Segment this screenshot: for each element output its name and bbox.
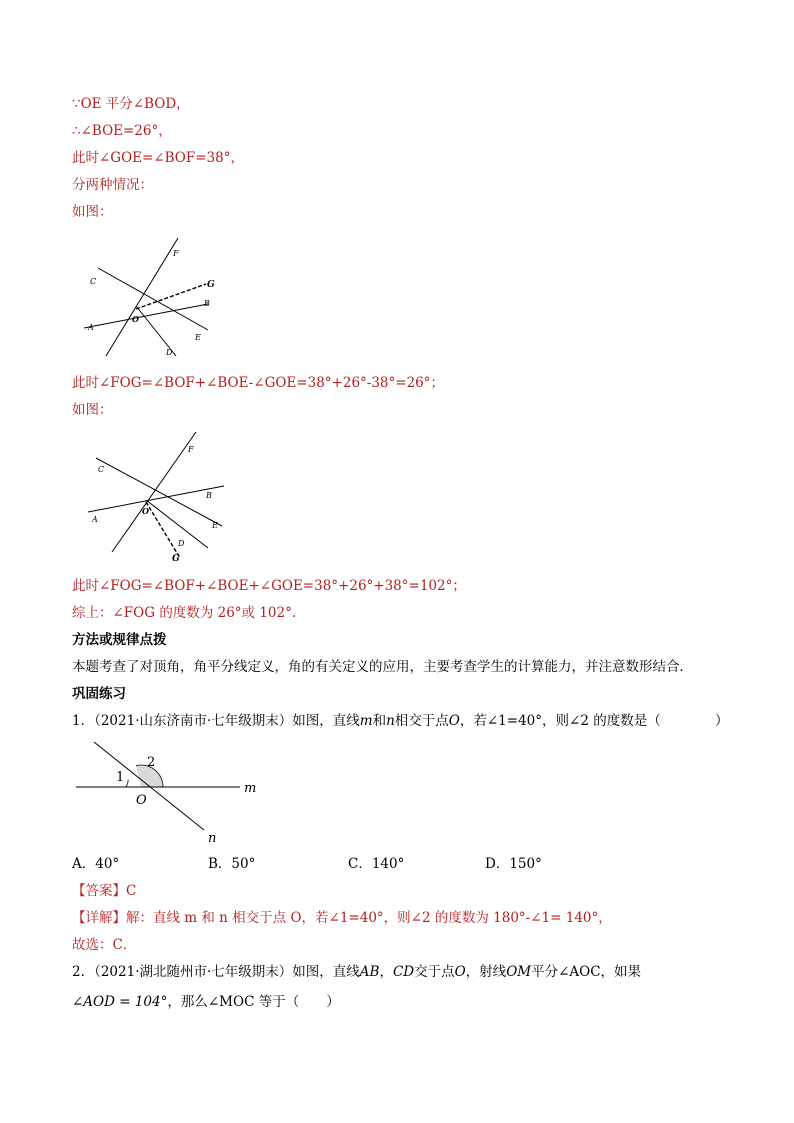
question-2-stem-cont bbox=[72, 993, 340, 1011]
line-OD bbox=[146, 500, 208, 548]
q1-var-m: m bbox=[359, 713, 373, 729]
q1-answer-value: C bbox=[126, 883, 137, 899]
label-n: n bbox=[208, 831, 217, 846]
line-DF bbox=[106, 238, 178, 356]
q1-option-b[interactable]: B．50° bbox=[208, 856, 256, 872]
q2-stem-e: ∠AOD = 104° bbox=[72, 994, 168, 1010]
method-text: 本题考查了对顶角，角平分线定义，角的有关定义的应用，主要考查学生的计算能力，并注意数形结合． bbox=[72, 659, 693, 675]
fig1-label-D: D bbox=[166, 348, 173, 357]
line-AB bbox=[84, 304, 208, 328]
q1-detail bbox=[72, 909, 612, 927]
fig1-label-E: E bbox=[195, 333, 201, 342]
q1-paren-close: ） bbox=[715, 713, 729, 729]
q1-option-a[interactable]: A．40° bbox=[72, 856, 120, 872]
solution-line-4: 分两种情况： bbox=[72, 177, 153, 193]
fig1-label-O: O bbox=[132, 314, 139, 324]
q2-stem-d: 平分∠AOC，如果 bbox=[531, 964, 642, 980]
q2-var-OM: OM bbox=[506, 964, 532, 980]
q1-detail-text: 解：直线 m 和 n 相交于点 O，若∠1=40°，则∠2 的度数为 180°-∠1= 140°， bbox=[126, 910, 612, 926]
q1-conclusion: 故选：C． bbox=[72, 937, 137, 953]
q1-stem-c: ，若∠1=40°，则∠2 的度数是（ bbox=[459, 713, 661, 729]
fig2-label-D: D bbox=[178, 539, 185, 548]
fig2-label-B: B bbox=[206, 491, 212, 500]
angle-1-arc bbox=[126, 780, 128, 787]
q1-answer-tag: 【答案】 bbox=[72, 883, 126, 899]
solution-line-6: 此时∠FOG=∠BOF+∠BOE-∠GOE=38°+26°-38°=26°； bbox=[72, 375, 445, 391]
q2-stem-b: 交于点 bbox=[414, 964, 455, 980]
solution-line-3: 此时∠GOE=∠BOF=38°， bbox=[72, 150, 244, 166]
solution-line-2: ∴∠BOE=26°， bbox=[72, 123, 172, 139]
figure-intersecting-lines bbox=[72, 738, 272, 848]
q1-var-n: n bbox=[386, 713, 395, 729]
q1-stem-b: 相交于点 bbox=[394, 713, 449, 729]
q2-var-O: O bbox=[454, 964, 466, 980]
question-2-stem bbox=[72, 963, 641, 981]
q2-stem-a: 2．（2021·湖北随州市·七年级期末）如图，直线 bbox=[72, 964, 360, 980]
fig2-label-E: E bbox=[212, 521, 218, 530]
method-heading: 方法或规律点拨 bbox=[72, 632, 167, 648]
figure-angles-case-1 bbox=[78, 232, 228, 364]
fig2-label-C: C bbox=[98, 465, 105, 474]
fig1-label-A: A bbox=[88, 323, 94, 332]
line-DF bbox=[112, 432, 196, 552]
q1-option-d[interactable]: D．150° bbox=[485, 856, 542, 872]
fig1-label-F: F bbox=[173, 249, 179, 258]
q2-stem-f: ，那么∠MOC 等于（ ） bbox=[167, 994, 340, 1010]
q2-var-CD: CD bbox=[392, 964, 415, 980]
q2-sep: ， bbox=[379, 964, 393, 980]
q1-var-O: O bbox=[448, 713, 460, 729]
ray-OG-dashed bbox=[146, 502, 180, 558]
q1-and: 和 bbox=[372, 713, 387, 729]
q1-detail-tag: 【详解】 bbox=[72, 910, 126, 926]
fig1-label-B: B bbox=[204, 299, 210, 308]
fig2-label-O: O bbox=[142, 506, 149, 516]
practice-heading: 巩固练习 bbox=[72, 686, 126, 702]
solution-line-1: ∵OE 平分∠BOD， bbox=[72, 96, 190, 112]
ray-OG-dashed bbox=[136, 284, 206, 309]
q1-answer bbox=[72, 882, 136, 900]
question-1-stem bbox=[72, 712, 661, 730]
figure-angles-case-2 bbox=[78, 428, 238, 568]
line-OE bbox=[96, 458, 222, 526]
q1-options bbox=[72, 855, 672, 873]
solution-line-5: 如图： bbox=[72, 204, 113, 220]
solution-line-7: 如图： bbox=[72, 402, 113, 418]
q2-stem-c: ，射线 bbox=[465, 964, 507, 980]
solution-line-8: 此时∠FOG=∠BOF+∠BOE+∠GOE=38°+26°+38°=102°； bbox=[72, 578, 466, 594]
label-O: O bbox=[136, 793, 147, 808]
q2-var-AB: AB bbox=[359, 964, 380, 980]
fig2-label-F: F bbox=[188, 445, 194, 454]
line-OE bbox=[98, 268, 208, 330]
fig1-label-G: G bbox=[207, 280, 215, 290]
q1-option-c[interactable]: C．140° bbox=[348, 856, 405, 872]
fig2-label-A: A bbox=[92, 515, 98, 524]
label-angle-2: 2 bbox=[147, 755, 156, 770]
label-m: m bbox=[244, 781, 257, 796]
fig1-label-C: C bbox=[90, 277, 97, 286]
solution-line-9: 综上：∠FOG 的度数为 26°或 102°. bbox=[72, 605, 297, 621]
q1-stem-a: 1．（2021·山东济南市·七年级期末）如图，直线 bbox=[72, 713, 360, 729]
label-angle-1: 1 bbox=[116, 770, 125, 785]
fig2-label-G: G bbox=[172, 554, 180, 564]
